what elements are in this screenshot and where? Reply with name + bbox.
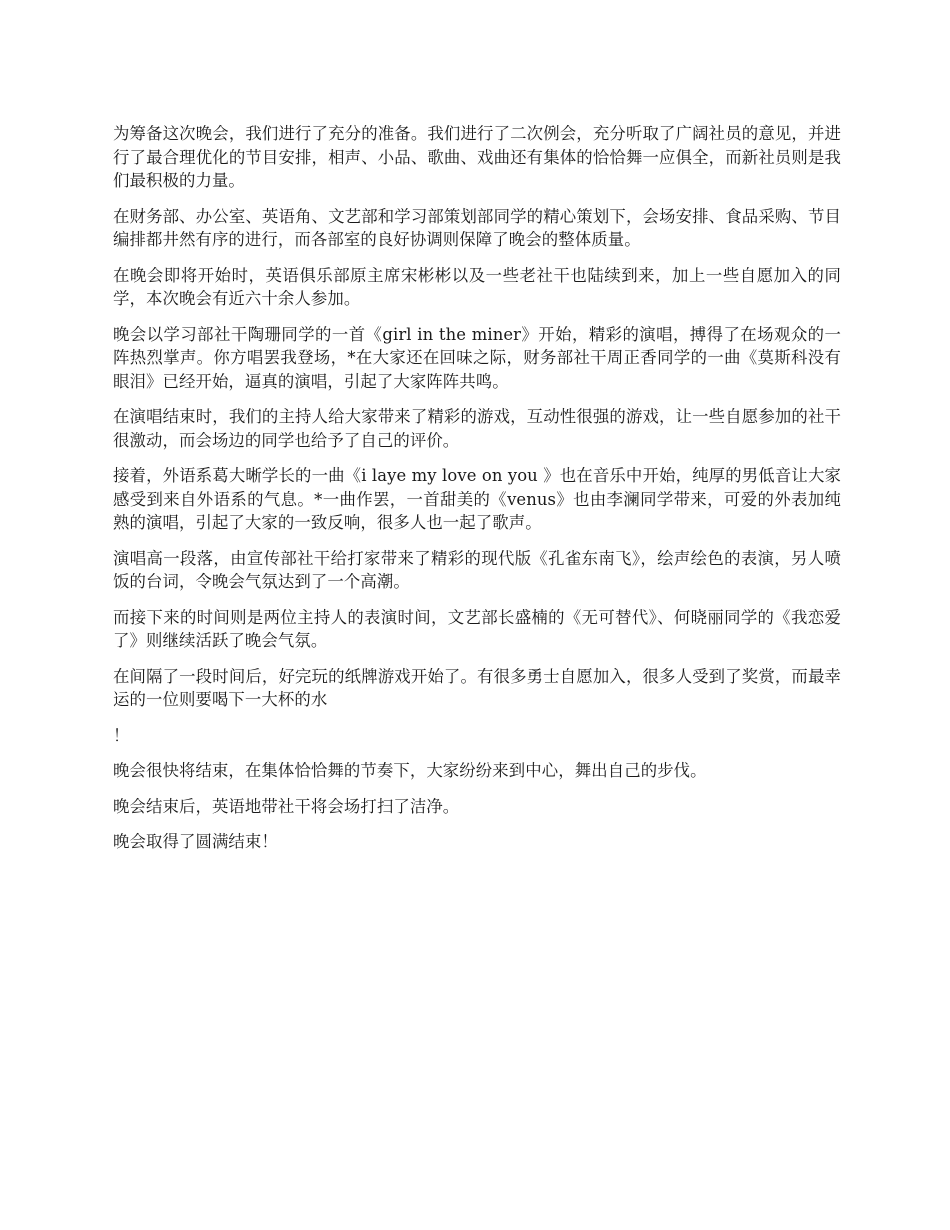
paragraph-foreign-songs: 接着，外语系葛大晰学长的一曲《i laye my love on you 》也在音乐中开始，纯厚的男低音让大家感受到来自外语系的气息。*一曲作罢，一首甜美的《venus》也由李澜同学带来，可爱的外表加纯熟的演唱，引起了大家的一致反响，很多人也一起了歌声。 [113, 466, 841, 532]
document-body [113, 122, 841, 866]
paragraph-planning: 在财务部、办公室、英语角、文艺部和学习部策划部同学的精心策划下，会场安排、食品采购、节目编排都井然有序的进行，而各部室的良好协调则保障了晚会的整体质量。 [113, 206, 841, 249]
paragraph-hosts-performance: 而接下来的时间则是两位主持人的表演时间，文艺部长盛楠的《无可替代》、何晓丽同学的《我恋爱了》则继续活跃了晚会气氛。 [113, 607, 841, 650]
paragraph-drama: 演唱高一段落，由宣传部社干给打家带来了精彩的现代版《孔雀东南飞》，绘声绘色的表演，另人喷饭的台词，令晚会气氛达到了一个高潮。 [113, 548, 841, 591]
paragraph-preparation: 为筹备这次晚会，我们进行了充分的准备。我们进行了二次例会，充分听取了广阔社员的意见，并进行了最合理优化的节目安排，相声、小品、歌曲、戏曲还有集体的恰恰舞一应俱全，而新社员则是我们最积极的力量。 [113, 124, 841, 190]
paragraph-conclusion: 晚会取得了圆满结束！ [113, 832, 278, 851]
paragraph-games: 在演唱结束时，我们的主持人给大家带来了精彩的游戏，互动性很强的游戏，让一些自愿参加的社干很激动，而会场边的同学也给予了自己的评价。 [113, 407, 841, 450]
paragraph-opening-songs: 晚会以学习部社干陶珊同学的一首《girl in the miner》开始，精彩的演唱，搏得了在场观众的一阵热烈掌声。你方唱罢我登场，*在大家还在回味之际，财务部社干周正香同学的一曲《莫斯科没有眼泪》已经开始，逼真的演唱，引起了大家阵阵共鸣。 [113, 324, 841, 391]
paragraph-cleanup: 晚会结束后，英语地带社干将会场打扫了洁净。 [113, 796, 460, 816]
paragraph-arrival: 在晚会即将开始时，英语俱乐部原主席宋彬彬以及一些老社干也陆续到来，加上一些自愿加入的同学，本次晚会有近六十余人参加。 [113, 265, 841, 308]
paragraph-card-game: 在间隔了一段时间后，好完玩的纸牌游戏开始了。有很多勇士自愿加入，很多人受到了奖赏，而最幸运的一位则要喝下一大杯的水 [113, 666, 841, 709]
paragraph-exclamation: ！ [113, 725, 130, 745]
paragraph-dance: 晚会很快将结束，在集体恰恰舞的节奏下，大家纷纷来到中心，舞出自己的步伐。 [113, 761, 707, 780]
